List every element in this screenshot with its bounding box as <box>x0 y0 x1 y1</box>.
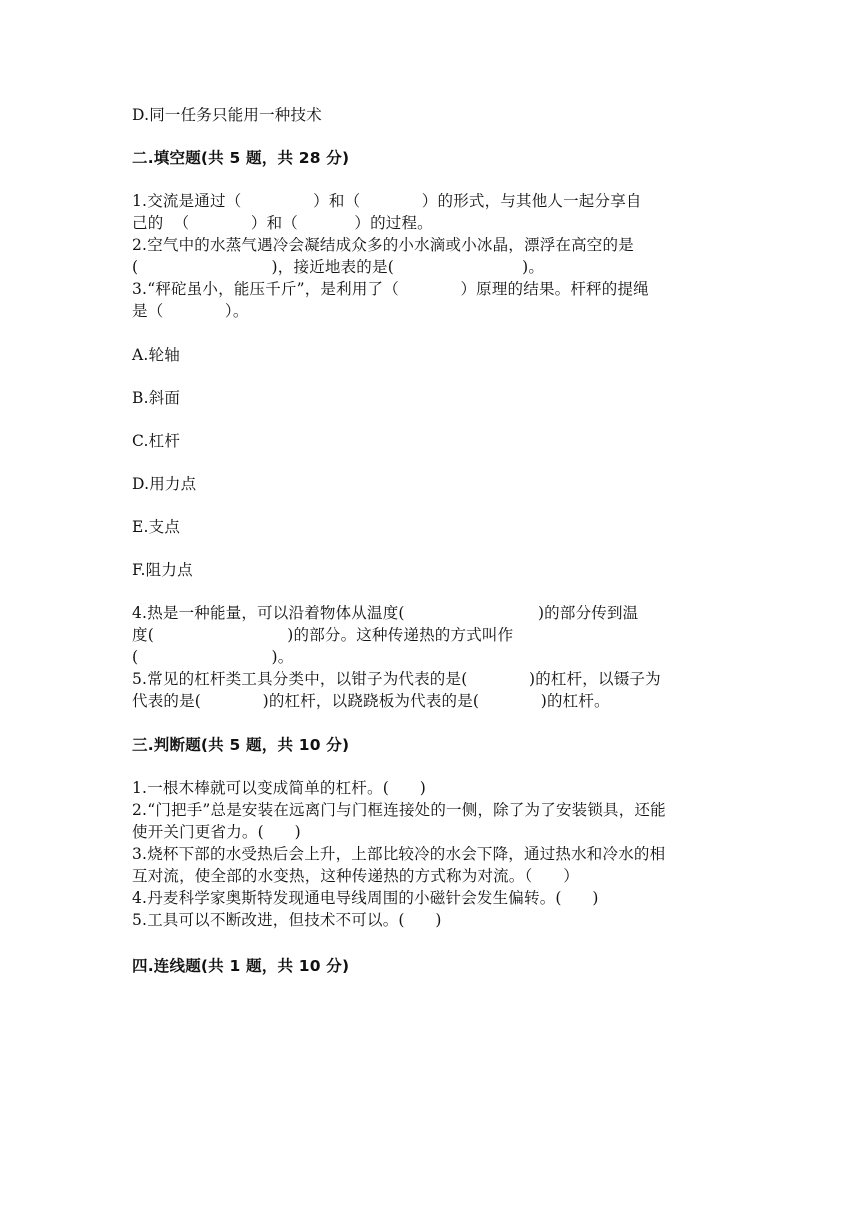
judgment-5: 5.工具可以不断改进，但技术不可以。( ) <box>132 911 442 929</box>
question-1-line-1: 1.交流是通过（ ）和（ ）的形式，与其他人一起分享自 <box>132 192 642 210</box>
option-b: B.斜面 <box>132 389 181 407</box>
question-4-line-2: 度( )的部分。这种传递热的方式叫作 <box>132 626 514 644</box>
choice-option-d-prev: D.同一任务只能用一种技术 <box>132 106 322 124</box>
judgment-1: 1.一根木棒就可以变成简单的杠杆。( ) <box>132 779 426 797</box>
judgment-3-line-1: 3.烧杯下部的水受热后会上升，上部比较冷的水会下降，通过热水和冷水的相 <box>132 845 666 863</box>
question-4-line-1: 4.热是一种能量，可以沿着物体从温度( )的部分传到温 <box>132 604 639 622</box>
option-d: D.用力点 <box>132 475 197 493</box>
option-e: E.支点 <box>132 518 181 536</box>
section-heading-fill-in: 二.填空题(共 5 题，共 28 分) <box>132 149 350 167</box>
judgment-3-line-2: 互对流，使全部的水变热，这种传递热的方式称为对流。（ ） <box>132 867 579 885</box>
question-3-line-1: 3.“秤砣虽小，能压千斤”，是利用了（ ）原理的结果。杆秤的提绳 <box>132 280 649 298</box>
section-heading-true-false: 三.判断题(共 5 题，共 10 分) <box>132 736 350 754</box>
option-f: F.阻力点 <box>132 561 193 579</box>
question-3-line-2: 是（ ）。 <box>132 302 249 320</box>
question-4-line-3: ( )。 <box>132 648 294 666</box>
question-5-line-2: 代表的是( )的杠杆，以跷跷板为代表的是( )的杠杆。 <box>132 692 610 710</box>
question-2-line-2: ( )，接近地表的是( )。 <box>132 258 545 276</box>
judgment-4: 4.丹麦科学家奥斯特发现通电导线周围的小磁针会发生偏转。( ) <box>132 889 599 907</box>
option-c: C.杠杆 <box>132 432 181 450</box>
judgment-2-line-2: 使开关门更省力。( ) <box>132 823 301 841</box>
question-2-line-1: 2.空气中的水蒸气遇冷会凝结成众多的小水滴或小冰晶，漂浮在高空的是 <box>132 236 634 254</box>
section-heading-matching: 四.连线题(共 1 题，共 10 分) <box>132 957 350 975</box>
judgment-2-line-1: 2.“门把手”总是安装在远离门与门框连接处的一侧，除了为了安装锁具，还能 <box>132 801 666 819</box>
question-1-line-2: 己的 （ ）和（ ）的过程。 <box>132 214 433 232</box>
option-a: A.轮轴 <box>132 346 180 364</box>
question-5-line-1: 5.常见的杠杆类工具分类中，以钳子为代表的是( )的杠杆，以镊子为 <box>132 670 661 688</box>
